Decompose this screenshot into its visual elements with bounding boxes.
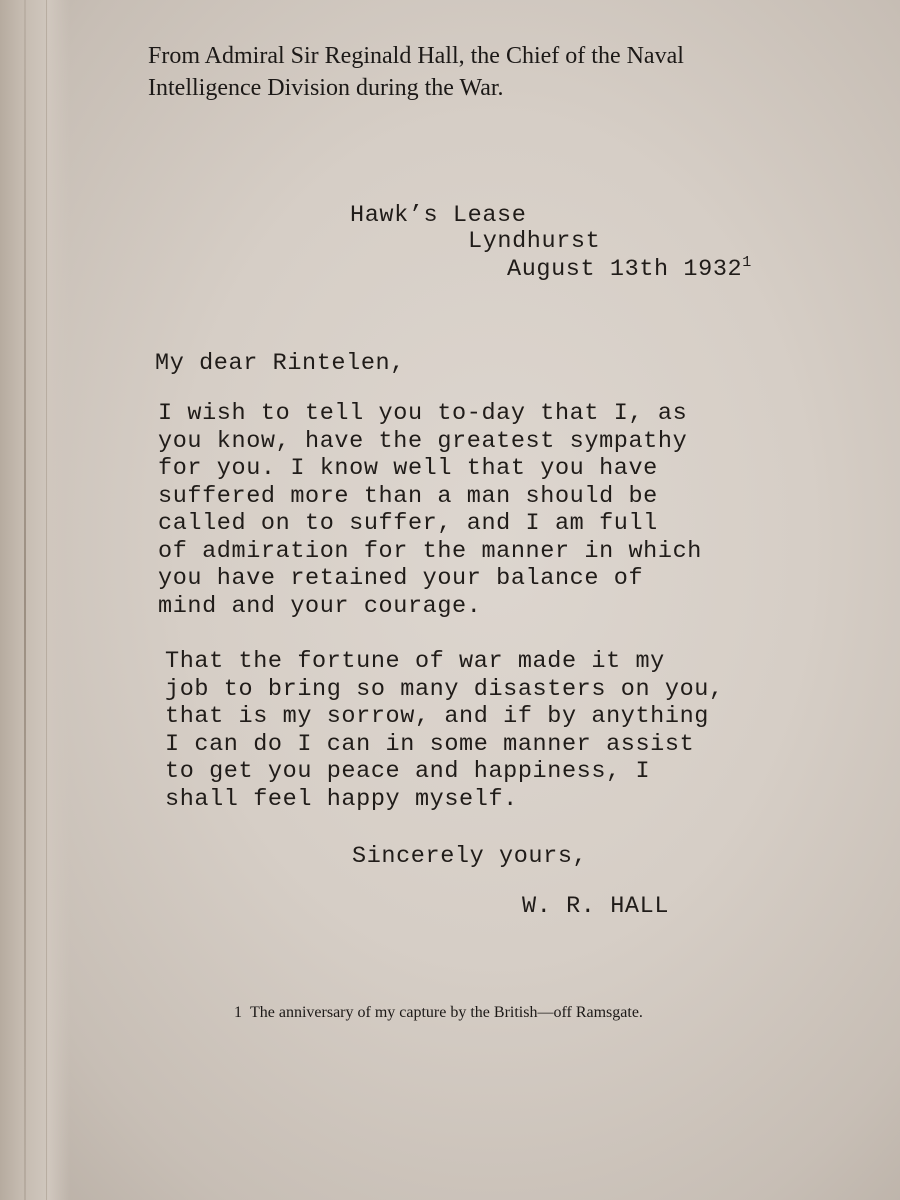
footnote-number: 1 bbox=[234, 1004, 242, 1021]
footnote bbox=[234, 1004, 643, 1022]
footnote-text: The anniversary of my capture by the British—off Ramsgate. bbox=[250, 1004, 643, 1021]
paragraph-2 bbox=[165, 648, 724, 813]
signature: W. R. HALL bbox=[522, 893, 670, 920]
paragraph-2-line: to get you peace and happiness, I bbox=[165, 758, 651, 785]
header-line-2: Intelligence Division during the War. bbox=[148, 75, 504, 101]
header-line-1: From Admiral Sir Reginald Hall, the Chief of the Naval bbox=[148, 43, 684, 69]
paragraph-1-line: for you. I know well that you have bbox=[158, 455, 658, 482]
paragraph-1-line: mind and your courage. bbox=[158, 592, 482, 620]
address-line-2: Lyndhurst bbox=[468, 228, 601, 255]
footnote-marker: 1 bbox=[742, 254, 752, 272]
page-fold-line bbox=[24, 0, 26, 1200]
address-line-1: Hawk’s Lease bbox=[350, 202, 527, 229]
page-gutter bbox=[0, 0, 70, 1200]
salutation: My dear Rintelen, bbox=[155, 350, 405, 377]
closing: Sincerely yours, bbox=[352, 843, 588, 870]
date-text: August 13th 1932 bbox=[507, 256, 743, 283]
paragraph-2-line: I can do I can in some manner assist bbox=[165, 730, 695, 758]
paragraph-1-line: called on to suffer, and I am full bbox=[158, 510, 658, 537]
paragraph-1-line: you have retained your balance of bbox=[158, 565, 644, 592]
paragraph-1-line: suffered more than a man should be bbox=[158, 482, 658, 510]
page-header bbox=[148, 40, 828, 104]
paragraph-2-line: That the fortune of war made it my bbox=[165, 648, 665, 675]
paragraph-1-line: you know, have the greatest sympathy bbox=[158, 427, 688, 455]
paragraph-2-line: shall feel happy myself. bbox=[165, 785, 518, 813]
paragraph-1-line: of admiration for the manner in which bbox=[158, 537, 702, 565]
page-edge-line bbox=[46, 0, 47, 1200]
paragraph-1 bbox=[158, 400, 702, 620]
letter-date bbox=[507, 256, 752, 283]
paragraph-2-line: job to bring so many disasters on you, bbox=[165, 675, 724, 703]
paragraph-2-line: that is my sorrow, and if by anything bbox=[165, 703, 709, 730]
paragraph-1-line: I wish to tell you to-day that I, as bbox=[158, 400, 688, 427]
